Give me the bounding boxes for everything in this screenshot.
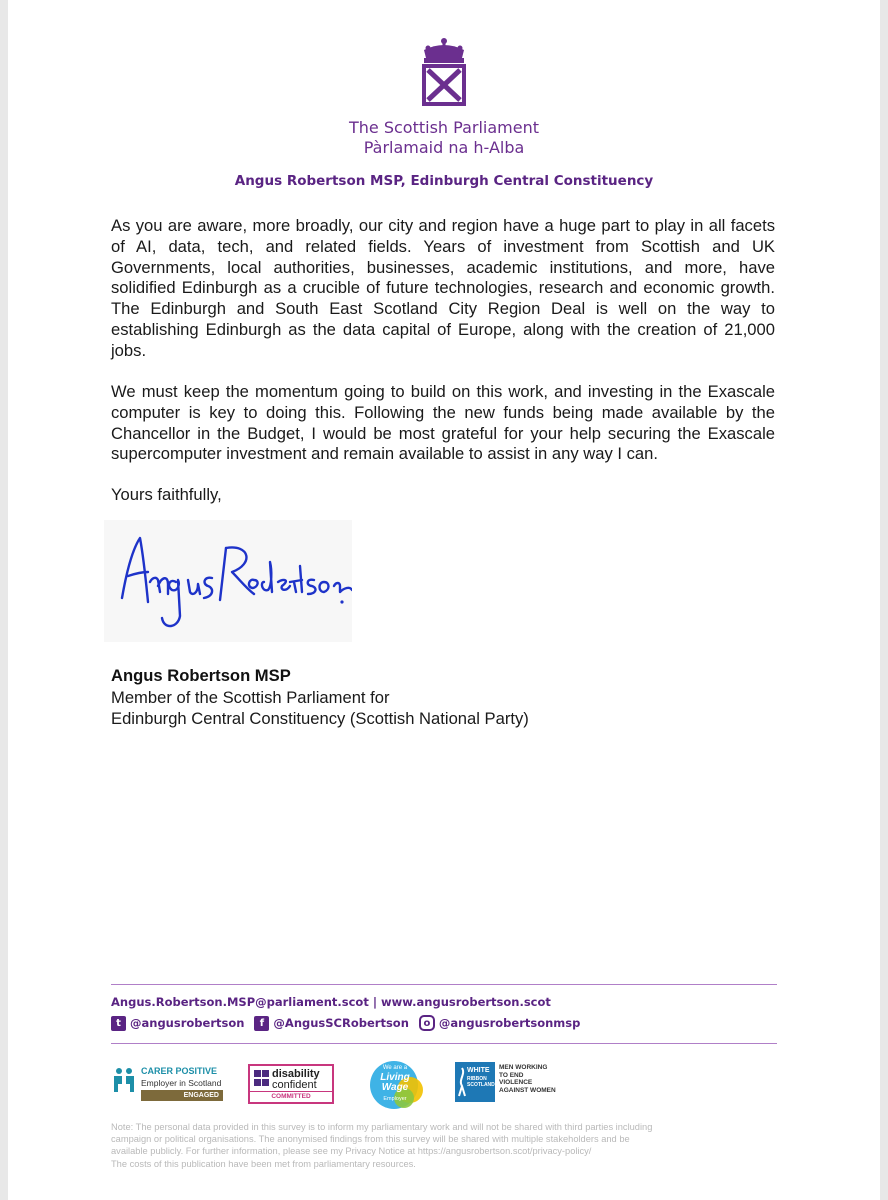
social-links: [111, 1015, 580, 1031]
dc-square-icon: [262, 1070, 269, 1077]
carer-positive-title: CARER POSITIVE: [141, 1066, 218, 1076]
paragraph-text: As you are aware, more broadly, our city and region have a huge part to play in all facets of AI, data, tech, and related fields. Years of investment from Scottish and UK Governments, local authorities, businesses, academic institutions, and more, have solidified Edinburgh as a crucible of future technologies, research and economic growth. The Edinburgh and South East Scotland City Region Deal is well on the way to establishing Edinburgh as the data capital of Europe, along with the creation of 21,000 jobs.: [111, 216, 775, 360]
role-line-1: Member of the Scottish Parliament for: [111, 688, 390, 707]
paragraph-text: We must keep the momentum going to build on this work, and investing in the Exascale computer is key to doing this. Following the new funds being made available by the Chancellor in the Budget, I would be most grateful for your help securing the Exascale supercomputer investment and remain available to assist in any way I can.: [111, 382, 775, 464]
facebook-icon: f: [254, 1016, 269, 1031]
disability-confident-band: COMMITTED: [250, 1091, 332, 1102]
twitter-link[interactable]: [111, 1016, 244, 1031]
handwritten-signature: [104, 520, 352, 642]
disability-confident-line1: disability: [272, 1068, 320, 1080]
note-line: campaign or political organisations. The anonymised findings from this survey will be shared with multiple stakeholders and be: [111, 1134, 630, 1145]
carer-positive-subtitle: Employer in Scotland: [141, 1078, 222, 1088]
parliament-name-english: The Scottish Parliament: [349, 118, 539, 137]
living-wage-logo: [364, 1060, 430, 1110]
carer-positive-icon: [111, 1066, 137, 1094]
contact-line[interactable]: Angus.Robertson.MSP@parliament.scot | www.angusrobertson.scot: [111, 995, 551, 1009]
white-ribbon-title: WHITE: [467, 1067, 490, 1074]
white-ribbon-subtitle: RIBBON SCOTLAND: [467, 1076, 495, 1088]
note-line: available publicly. For further information, please see my Privacy Notice at https://angusrobertson.scot/privacy-policy/: [111, 1146, 592, 1157]
carer-positive-logo: [111, 1062, 226, 1106]
facebook-link[interactable]: [254, 1016, 408, 1031]
white-ribbon-logo: [455, 1062, 556, 1104]
living-wage-bottom: Employer: [383, 1096, 407, 1102]
letter-closing: Yours faithfully,: [111, 485, 222, 504]
accreditation-logos: [111, 1060, 571, 1110]
letter-paragraph-1: [111, 216, 775, 362]
dc-square-icon: [262, 1079, 269, 1086]
carer-positive-band: ENGAGED: [141, 1090, 223, 1101]
facebook-handle: @AngusSCRobertson: [273, 1016, 409, 1030]
twitter-handle: @angusrobertson: [130, 1016, 245, 1030]
footer-divider-bottom: [111, 1043, 777, 1044]
dc-square-icon: [254, 1079, 261, 1086]
note-line: Note: The personal data provided in this survey is to inform my parliamentary work and will not be shared with third parties including: [111, 1122, 653, 1132]
role-line-2: Edinburgh Central Constituency (Scottish National Party): [111, 708, 529, 728]
signatory-name: Angus Robertson MSP: [111, 666, 291, 685]
instagram-handle: @angusrobertsonmsp: [438, 1016, 581, 1030]
disability-confident-logo: [248, 1064, 334, 1104]
scottish-parliament-crest-icon: [418, 38, 470, 106]
disability-confident-line2: confident: [272, 1079, 317, 1091]
parliament-name-gaelic: Pàrlamaid na h-Alba: [363, 138, 525, 157]
twitter-icon: t: [111, 1016, 126, 1031]
living-wage-top: We are a: [382, 1065, 408, 1071]
constituency-heading: Angus Robertson MSP, Edinburgh Central Constituency: [234, 173, 654, 189]
white-ribbon-box: [455, 1062, 495, 1102]
dc-square-icon: [254, 1070, 261, 1077]
privacy-note: [111, 1121, 761, 1170]
living-wage-main: Living Wage: [380, 1072, 410, 1093]
instagram-link[interactable]: [419, 1015, 580, 1031]
instagram-icon: o: [419, 1015, 435, 1031]
note-line: The costs of this publication have been met from parliamentary resources.: [111, 1158, 416, 1169]
signatory-role: [111, 688, 529, 730]
footer-divider-top: [111, 984, 777, 985]
letter-paragraph-2: [111, 382, 775, 465]
ribbon-icon: [457, 1066, 467, 1098]
white-ribbon-tagline: MEN WORKING TO END VIOLENCE AGAINST WOMEN: [499, 1064, 556, 1094]
